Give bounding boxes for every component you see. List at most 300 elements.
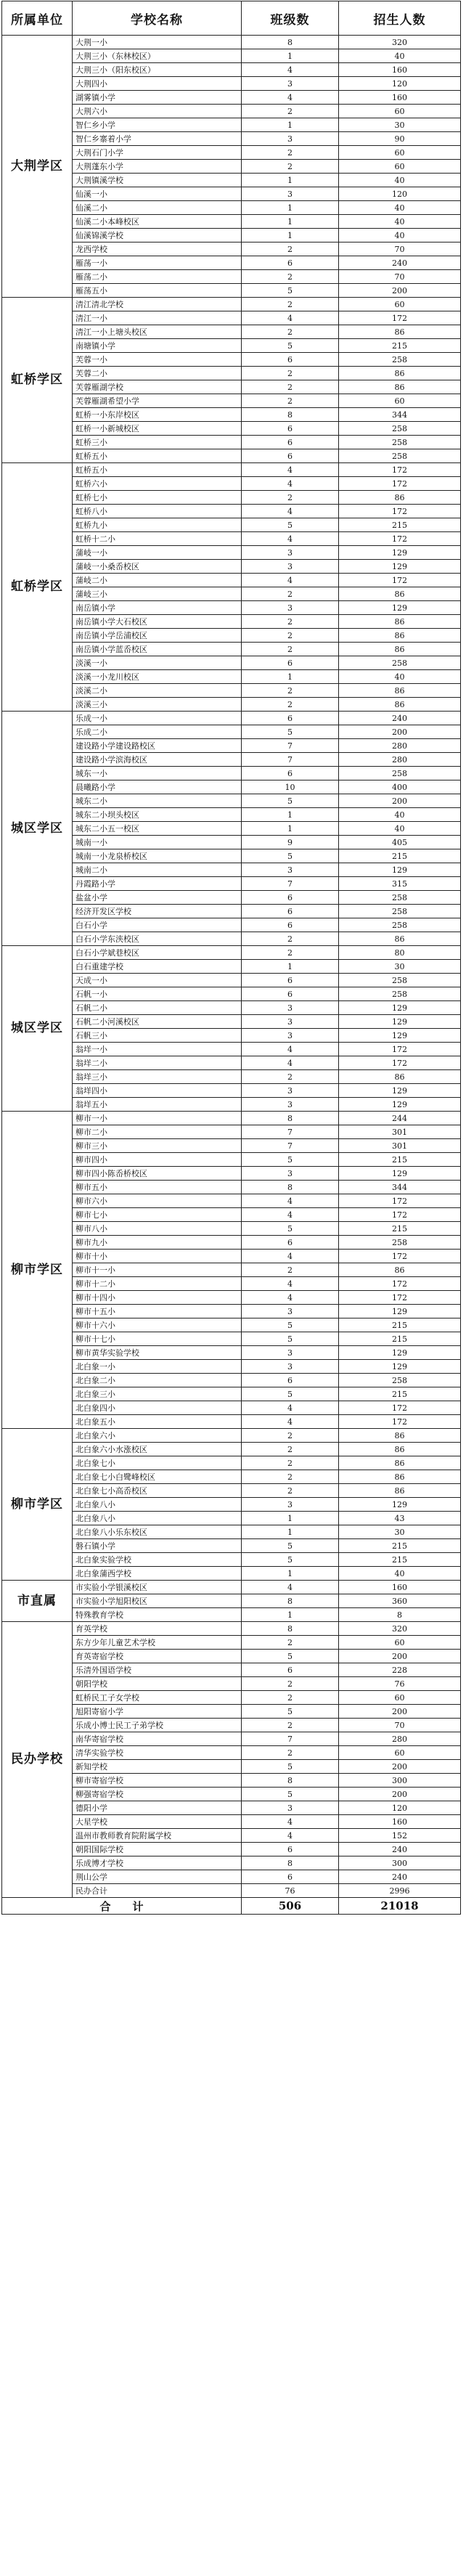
class-count-cell: 6 — [242, 918, 339, 932]
school-name-cell: 芙蓉雁湖学校 — [73, 380, 242, 394]
school-name-cell: 城东一小 — [73, 767, 242, 780]
header-row — [2, 1, 461, 36]
enrollment-cell: 8 — [339, 1608, 461, 1622]
school-name-cell: 柳市黄华实验学校 — [73, 1346, 242, 1360]
enrollment-cell: 90 — [339, 132, 461, 146]
enrollment-cell: 258 — [339, 449, 461, 463]
enrollment-cell: 172 — [339, 1208, 461, 1222]
enrollment-cell: 60 — [339, 1636, 461, 1650]
unit-cell: 城区学区 — [2, 946, 73, 1112]
school-name-cell: 荆山公学 — [73, 1870, 242, 1884]
class-count-cell: 2 — [242, 270, 339, 284]
class-count-cell: 3 — [242, 187, 339, 201]
enrollment-cell: 2996 — [339, 1884, 461, 1898]
enrollment-cell: 86 — [339, 1429, 461, 1443]
class-count-cell: 8 — [242, 1774, 339, 1788]
enrollment-cell: 280 — [339, 1732, 461, 1746]
school-name-cell: 虹桥十二小 — [73, 532, 242, 546]
class-count-cell: 4 — [242, 1815, 339, 1829]
enrollment-cell: 129 — [339, 1084, 461, 1098]
class-count-cell: 2 — [242, 367, 339, 380]
class-count-cell: 3 — [242, 560, 339, 574]
school-name-cell: 柳市十一小 — [73, 1263, 242, 1277]
school-name-cell: 柳市七小 — [73, 1208, 242, 1222]
class-count-cell: 6 — [242, 436, 339, 449]
enrollment-cell: 172 — [339, 311, 461, 325]
class-count-cell: 1 — [242, 215, 339, 229]
class-count-cell: 1 — [242, 808, 339, 822]
school-name-cell: 虹桥一小东岸校区 — [73, 408, 242, 422]
school-name-cell: 白石小学 — [73, 918, 242, 932]
class-count-cell: 4 — [242, 91, 339, 105]
enrollment-cell: 60 — [339, 394, 461, 408]
school-name-cell: 城南一小龙泉桥校区 — [73, 849, 242, 863]
school-name-cell: 南塘镇小学 — [73, 339, 242, 353]
class-count-cell: 7 — [242, 877, 339, 891]
school-name-cell: 北白象七小白鹭峰校区 — [73, 1470, 242, 1484]
enrollment-cell: 86 — [339, 615, 461, 629]
class-count-cell: 5 — [242, 794, 339, 808]
enrollment-cell: 200 — [339, 1650, 461, 1663]
enrollment-cell: 320 — [339, 1622, 461, 1636]
school-name-cell: 温州市教师教育院附属学校 — [73, 1829, 242, 1843]
school-name-cell: 乐清外国语学校 — [73, 1663, 242, 1677]
class-count-cell: 1 — [242, 1525, 339, 1539]
school-name-cell: 蒲岐一小 — [73, 546, 242, 560]
class-count-cell: 8 — [242, 36, 339, 49]
school-name-cell: 芙蓉雁湖希望小学 — [73, 394, 242, 408]
enrollment-cell: 129 — [339, 1305, 461, 1318]
enrollment-cell: 86 — [339, 1070, 461, 1084]
class-count-cell: 2 — [242, 1484, 339, 1498]
class-count-cell: 3 — [242, 132, 339, 146]
total-label: 合计 — [2, 1898, 242, 1915]
class-count-cell: 1 — [242, 49, 339, 63]
class-count-cell: 7 — [242, 1125, 339, 1139]
enrollment-cell: 258 — [339, 918, 461, 932]
school-name-cell: 乐成小博士民工子弟学校 — [73, 1719, 242, 1732]
enrollment-cell: 76 — [339, 1677, 461, 1691]
enrollment-cell: 172 — [339, 463, 461, 477]
class-count-cell: 2 — [242, 146, 339, 160]
class-count-cell: 3 — [242, 1801, 339, 1815]
enrollment-cell: 258 — [339, 353, 461, 367]
table-body — [2, 36, 461, 1898]
enrollment-cell: 315 — [339, 877, 461, 891]
class-count-cell: 3 — [242, 1029, 339, 1043]
enrollment-cell: 40 — [339, 808, 461, 822]
class-count-cell: 6 — [242, 1870, 339, 1884]
enrollment-cell: 280 — [339, 753, 461, 767]
class-count-cell: 5 — [242, 1318, 339, 1332]
class-count-cell: 3 — [242, 1167, 339, 1181]
enrollment-cell: 86 — [339, 698, 461, 712]
enrollment-cell: 60 — [339, 1746, 461, 1760]
class-count-cell: 3 — [242, 1098, 339, 1112]
class-count-cell: 3 — [242, 1015, 339, 1029]
school-name-cell: 白石小学斌巷校区 — [73, 946, 242, 960]
table-row — [2, 1112, 461, 1125]
school-name-cell: 北白象八小乐东校区 — [73, 1525, 242, 1539]
school-name-cell: 柳市十六小 — [73, 1318, 242, 1332]
school-name-cell: 仙溪一小 — [73, 187, 242, 201]
class-count-cell: 4 — [242, 1194, 339, 1208]
enrollment-cell: 258 — [339, 436, 461, 449]
class-count-cell: 8 — [242, 1622, 339, 1636]
class-count-cell: 2 — [242, 587, 339, 601]
unit-cell: 民办学校 — [2, 1622, 73, 1898]
school-name-cell: 南岳镇小学蓝岙校区 — [73, 643, 242, 656]
school-name-cell: 柳市三小 — [73, 1139, 242, 1153]
enrollment-cell: 30 — [339, 960, 461, 974]
school-name-cell: 柳市二小 — [73, 1125, 242, 1139]
enrollment-cell: 172 — [339, 1415, 461, 1429]
class-count-cell: 4 — [242, 1277, 339, 1291]
class-count-cell: 7 — [242, 753, 339, 767]
enrollment-cell: 60 — [339, 146, 461, 160]
enrollment-cell: 129 — [339, 560, 461, 574]
school-name-cell: 育英学校 — [73, 1622, 242, 1636]
enrollment-cell: 300 — [339, 1774, 461, 1788]
class-count-cell: 4 — [242, 1291, 339, 1305]
enrollment-cell: 86 — [339, 587, 461, 601]
enrollment-cell: 215 — [339, 849, 461, 863]
class-count-cell: 4 — [242, 1250, 339, 1263]
class-count-cell: 5 — [242, 1332, 339, 1346]
enrollment-cell: 30 — [339, 118, 461, 132]
enrollment-cell: 215 — [339, 1553, 461, 1567]
school-name-cell: 北白象六小 — [73, 1429, 242, 1443]
school-name-cell: 智仁乡小学 — [73, 118, 242, 132]
school-name-cell: 大荆三小（东林校区） — [73, 49, 242, 63]
enrollment-cell: 258 — [339, 767, 461, 780]
enrollment-table — [1, 1, 461, 1915]
class-count-cell: 6 — [242, 1374, 339, 1387]
school-name-cell: 朝阳学校 — [73, 1677, 242, 1691]
class-count-cell: 5 — [242, 1387, 339, 1401]
enrollment-cell: 40 — [339, 201, 461, 215]
enrollment-cell: 300 — [339, 1856, 461, 1870]
school-name-cell: 民办合计 — [73, 1884, 242, 1898]
school-name-cell: 翁垟二小 — [73, 1056, 242, 1070]
school-name-cell: 建设路小学建设路校区 — [73, 739, 242, 753]
class-count-cell: 5 — [242, 518, 339, 532]
school-name-cell: 淡溪二小 — [73, 684, 242, 698]
school-name-cell: 石帆三小 — [73, 1029, 242, 1043]
total-enrollment: 21018 — [339, 1898, 461, 1915]
school-name-cell: 虹桥五小 — [73, 449, 242, 463]
enrollment-cell: 60 — [339, 105, 461, 118]
enrollment-cell: 86 — [339, 491, 461, 505]
enrollment-cell: 43 — [339, 1512, 461, 1525]
header-school: 学校名称 — [73, 1, 242, 36]
class-count-cell: 4 — [242, 63, 339, 77]
class-count-cell: 4 — [242, 1581, 339, 1594]
class-count-cell: 5 — [242, 1153, 339, 1167]
enrollment-cell: 258 — [339, 974, 461, 987]
enrollment-cell: 60 — [339, 160, 461, 174]
class-count-cell: 3 — [242, 1346, 339, 1360]
class-count-cell: 1 — [242, 822, 339, 836]
class-count-cell: 5 — [242, 1539, 339, 1553]
school-name-cell: 柳市十四小 — [73, 1291, 242, 1305]
enrollment-cell: 280 — [339, 739, 461, 753]
class-count-cell: 7 — [242, 1732, 339, 1746]
enrollment-cell: 172 — [339, 1401, 461, 1415]
class-count-cell: 5 — [242, 849, 339, 863]
class-count-cell: 6 — [242, 974, 339, 987]
enrollment-cell: 40 — [339, 670, 461, 684]
school-name-cell: 城南二小 — [73, 863, 242, 877]
school-name-cell: 翁垟一小 — [73, 1043, 242, 1056]
class-count-cell: 3 — [242, 77, 339, 91]
school-name-cell: 大荆六小 — [73, 105, 242, 118]
class-count-cell: 3 — [242, 1498, 339, 1512]
school-name-cell: 柳市十小 — [73, 1250, 242, 1263]
school-name-cell: 南岳镇小学大石校区 — [73, 615, 242, 629]
school-name-cell: 淡溪三小 — [73, 698, 242, 712]
school-name-cell: 白石小学东浃校区 — [73, 932, 242, 946]
school-name-cell: 北白象四小 — [73, 1401, 242, 1415]
school-name-cell: 南华寄宿学校 — [73, 1732, 242, 1746]
enrollment-cell: 228 — [339, 1663, 461, 1677]
school-name-cell: 经济开发区学校 — [73, 905, 242, 918]
school-name-cell: 旭阳寄宿小学 — [73, 1705, 242, 1719]
class-count-cell: 4 — [242, 311, 339, 325]
school-name-cell: 柳市十五小 — [73, 1305, 242, 1318]
enrollment-cell: 258 — [339, 1374, 461, 1387]
enrollment-cell: 70 — [339, 242, 461, 256]
enrollment-cell: 120 — [339, 77, 461, 91]
class-count-cell: 5 — [242, 284, 339, 298]
enrollment-cell: 86 — [339, 1443, 461, 1456]
class-count-cell: 3 — [242, 1084, 339, 1098]
class-count-cell: 2 — [242, 1263, 339, 1277]
enrollment-cell: 70 — [339, 1719, 461, 1732]
class-count-cell: 1 — [242, 1567, 339, 1581]
class-count-cell: 1 — [242, 960, 339, 974]
class-count-cell: 1 — [242, 1512, 339, 1525]
class-count-cell: 4 — [242, 1829, 339, 1843]
unit-cell: 柳市学区 — [2, 1429, 73, 1581]
enrollment-cell: 40 — [339, 822, 461, 836]
class-count-cell: 5 — [242, 1705, 339, 1719]
school-name-cell: 晨曦路小学 — [73, 780, 242, 794]
enrollment-cell: 200 — [339, 725, 461, 739]
school-name-cell: 乐成一小 — [73, 712, 242, 725]
enrollment-cell: 86 — [339, 684, 461, 698]
school-name-cell: 大荆三小（阳东校区） — [73, 63, 242, 77]
class-count-cell: 1 — [242, 670, 339, 684]
class-count-cell: 1 — [242, 229, 339, 242]
enrollment-cell: 40 — [339, 174, 461, 187]
class-count-cell: 2 — [242, 629, 339, 643]
class-count-cell: 4 — [242, 477, 339, 491]
enrollment-cell: 258 — [339, 422, 461, 436]
school-name-cell: 芙蓉二小 — [73, 367, 242, 380]
enrollment-cell: 172 — [339, 1056, 461, 1070]
enrollment-cell: 86 — [339, 643, 461, 656]
enrollment-cell: 240 — [339, 256, 461, 270]
school-name-cell: 石帆二小河溪校区 — [73, 1015, 242, 1029]
school-name-cell: 清华实验学校 — [73, 1746, 242, 1760]
enrollment-cell: 200 — [339, 1760, 461, 1774]
school-name-cell: 北白象实验学校 — [73, 1553, 242, 1567]
unit-cell: 大荆学区 — [2, 36, 73, 298]
enrollment-cell: 129 — [339, 546, 461, 560]
school-name-cell: 龙西学校 — [73, 242, 242, 256]
enrollment-cell: 258 — [339, 987, 461, 1001]
school-name-cell: 雁荡一小 — [73, 256, 242, 270]
table-row — [2, 36, 461, 49]
class-count-cell: 4 — [242, 1401, 339, 1415]
class-count-cell: 1 — [242, 201, 339, 215]
class-count-cell: 6 — [242, 905, 339, 918]
enrollment-cell: 129 — [339, 1346, 461, 1360]
school-name-cell: 柳市四小 — [73, 1153, 242, 1167]
enrollment-cell: 215 — [339, 1539, 461, 1553]
school-name-cell: 柳市一小 — [73, 1112, 242, 1125]
enrollment-cell: 215 — [339, 518, 461, 532]
class-count-cell: 4 — [242, 505, 339, 518]
class-count-cell: 5 — [242, 1760, 339, 1774]
school-name-cell: 柳市十二小 — [73, 1277, 242, 1291]
class-count-cell: 2 — [242, 643, 339, 656]
class-count-cell: 3 — [242, 1305, 339, 1318]
total-class-count: 506 — [242, 1898, 339, 1915]
table-row — [2, 712, 461, 725]
school-name-cell: 盐盆小学 — [73, 891, 242, 905]
class-count-cell: 2 — [242, 325, 339, 339]
school-name-cell: 虹桥五小 — [73, 463, 242, 477]
class-count-cell: 5 — [242, 1650, 339, 1663]
school-name-cell: 翁垟四小 — [73, 1084, 242, 1098]
enrollment-cell: 172 — [339, 1194, 461, 1208]
enrollment-cell: 344 — [339, 1181, 461, 1194]
school-name-cell: 大荆蓬东小学 — [73, 160, 242, 174]
enrollment-cell: 360 — [339, 1594, 461, 1608]
class-count-cell: 6 — [242, 449, 339, 463]
class-count-cell: 2 — [242, 1470, 339, 1484]
enrollment-cell: 129 — [339, 1015, 461, 1029]
class-count-cell: 4 — [242, 1056, 339, 1070]
enrollment-cell: 40 — [339, 1567, 461, 1581]
school-name-cell: 北白象蒲西学校 — [73, 1567, 242, 1581]
enrollment-cell: 301 — [339, 1139, 461, 1153]
table-row — [2, 463, 461, 477]
school-name-cell: 仙溪二小本峰校区 — [73, 215, 242, 229]
class-count-cell: 2 — [242, 1677, 339, 1691]
enrollment-cell: 129 — [339, 1360, 461, 1374]
class-count-cell: 7 — [242, 1139, 339, 1153]
enrollment-cell: 160 — [339, 63, 461, 77]
enrollment-cell: 86 — [339, 1263, 461, 1277]
enrollment-cell: 244 — [339, 1112, 461, 1125]
school-name-cell: 北白象八小 — [73, 1498, 242, 1512]
enrollment-cell: 40 — [339, 49, 461, 63]
enrollment-cell: 60 — [339, 298, 461, 311]
school-name-cell: 虹桥九小 — [73, 518, 242, 532]
table-row — [2, 1581, 461, 1594]
school-name-cell: 柳强寄宿学校 — [73, 1788, 242, 1801]
school-name-cell: 芙蓉一小 — [73, 353, 242, 367]
class-count-cell: 1 — [242, 174, 339, 187]
class-count-cell: 5 — [242, 1788, 339, 1801]
school-name-cell: 柳市寄宿学校 — [73, 1774, 242, 1788]
school-name-cell: 北白象三小 — [73, 1387, 242, 1401]
school-name-cell: 雁荡二小 — [73, 270, 242, 284]
school-name-cell: 朝阳国际学校 — [73, 1843, 242, 1856]
school-name-cell: 雁荡五小 — [73, 284, 242, 298]
school-name-cell: 大星学校 — [73, 1815, 242, 1829]
class-count-cell: 6 — [242, 1236, 339, 1250]
school-name-cell: 仙溪锦溪学校 — [73, 229, 242, 242]
class-count-cell: 8 — [242, 1594, 339, 1608]
enrollment-cell: 344 — [339, 408, 461, 422]
enrollment-cell: 30 — [339, 1525, 461, 1539]
school-name-cell: 城东二小五一校区 — [73, 822, 242, 836]
class-count-cell: 2 — [242, 394, 339, 408]
enrollment-cell: 129 — [339, 1001, 461, 1015]
school-name-cell: 大荆四小 — [73, 77, 242, 91]
class-count-cell: 2 — [242, 242, 339, 256]
enrollment-cell: 160 — [339, 1815, 461, 1829]
school-name-cell: 北白象七小高岙校区 — [73, 1484, 242, 1498]
class-count-cell: 5 — [242, 1553, 339, 1567]
school-name-cell: 蒲岐三小 — [73, 587, 242, 601]
enrollment-cell: 70 — [339, 270, 461, 284]
enrollment-cell: 86 — [339, 325, 461, 339]
header-unit: 所属单位 — [2, 1, 73, 36]
class-count-cell: 6 — [242, 891, 339, 905]
school-name-cell: 柳市十七小 — [73, 1332, 242, 1346]
school-name-cell: 乐成博才学校 — [73, 1856, 242, 1870]
enrollment-cell: 258 — [339, 656, 461, 670]
enrollment-cell: 240 — [339, 1870, 461, 1884]
class-count-cell: 6 — [242, 987, 339, 1001]
school-name-cell: 新知学校 — [73, 1760, 242, 1774]
school-name-cell: 东方少年儿童艺术学校 — [73, 1636, 242, 1650]
class-count-cell: 8 — [242, 1856, 339, 1870]
school-name-cell: 乐成二小 — [73, 725, 242, 739]
enrollment-cell: 172 — [339, 1250, 461, 1263]
header-enrollment: 招生人数 — [339, 1, 461, 36]
enrollment-cell: 172 — [339, 532, 461, 546]
enrollment-cell: 172 — [339, 1043, 461, 1056]
class-count-cell: 3 — [242, 546, 339, 560]
school-name-cell: 柳市六小 — [73, 1194, 242, 1208]
enrollment-cell: 152 — [339, 1829, 461, 1843]
class-count-cell: 6 — [242, 1663, 339, 1677]
enrollment-cell: 129 — [339, 863, 461, 877]
class-count-cell: 5 — [242, 1222, 339, 1236]
school-name-cell: 建设路小学滨海校区 — [73, 753, 242, 767]
school-name-cell: 柳市九小 — [73, 1236, 242, 1250]
school-name-cell: 柳市四小陈岙桥校区 — [73, 1167, 242, 1181]
unit-cell: 城区学区 — [2, 712, 73, 946]
school-name-cell: 石帆一小 — [73, 987, 242, 1001]
enrollment-cell: 200 — [339, 794, 461, 808]
enrollment-cell: 86 — [339, 1484, 461, 1498]
enrollment-cell: 215 — [339, 1318, 461, 1332]
school-name-cell: 市实验小学银溪校区 — [73, 1581, 242, 1594]
school-name-cell: 磐石镇小学 — [73, 1539, 242, 1553]
enrollment-cell: 86 — [339, 380, 461, 394]
school-name-cell: 虹桥六小 — [73, 477, 242, 491]
enrollment-cell: 215 — [339, 1222, 461, 1236]
school-name-cell: 石帆二小 — [73, 1001, 242, 1015]
school-name-cell: 柳市八小 — [73, 1222, 242, 1236]
